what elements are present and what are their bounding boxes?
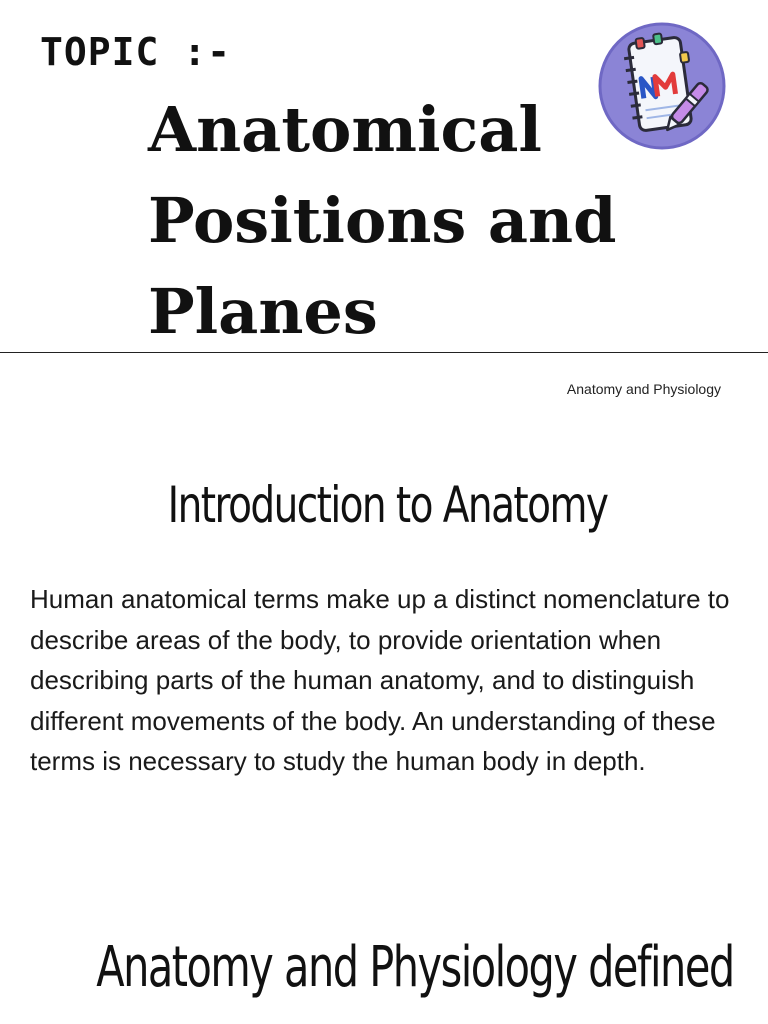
page-title-line: Planes	[148, 275, 378, 348]
subject-label: Anatomy and Physiology	[566, 381, 721, 397]
section-body-introduction: Human anatomical terms make up a distinct nomenclature to describe areas of the body, to provide orientation when describing parts of the human anatomy, and to distinguish different movements of the body. An understanding of these terms is necessary to study the human body in depth.	[30, 584, 730, 777]
header-divider	[0, 352, 768, 353]
page-title	[148, 84, 668, 357]
topic-label: TOPIC :-	[40, 30, 232, 74]
page-title-line: Anatomical	[148, 93, 542, 166]
section-heading-introduction: Introduction to Anatomy	[167, 476, 608, 534]
section-heading-definitions: Anatomy and Physiology defined	[96, 935, 734, 1000]
notebook-pen-logo-icon	[598, 22, 726, 150]
page-title-line: Positions and	[148, 184, 617, 257]
